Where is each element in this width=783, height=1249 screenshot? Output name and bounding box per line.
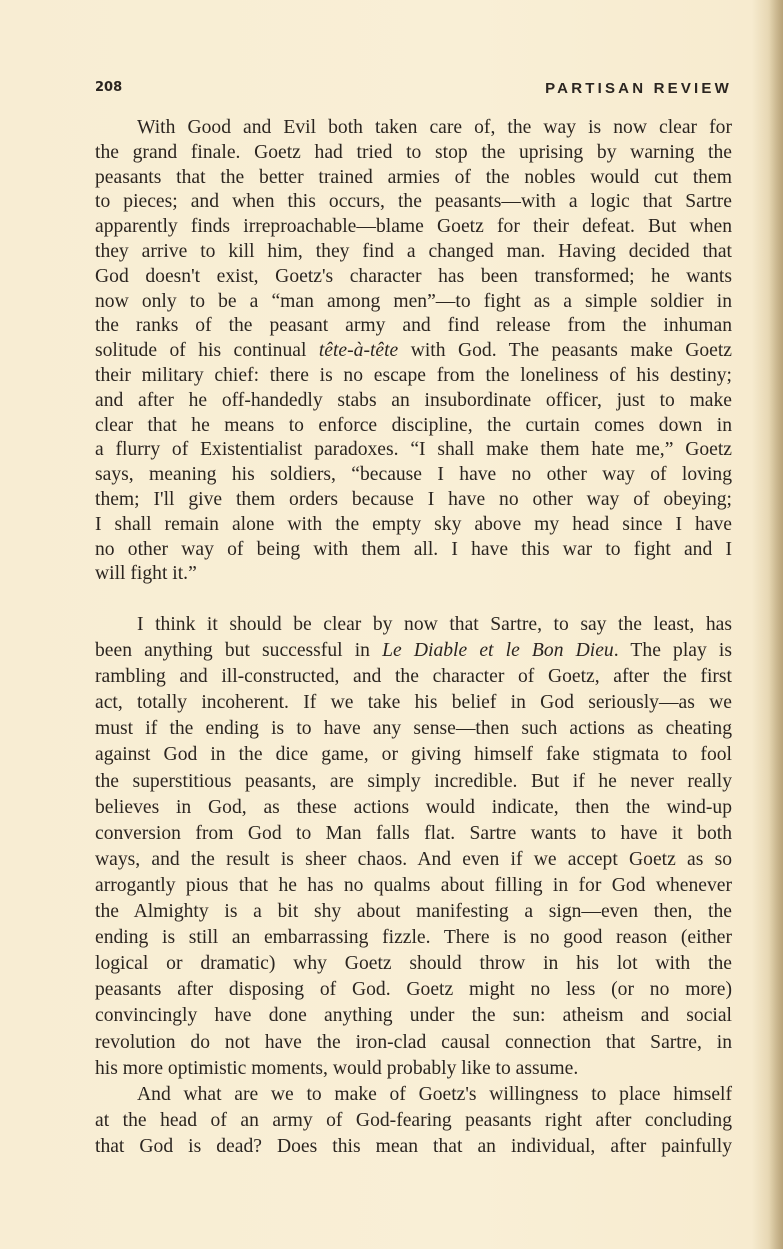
journal-title: PARTISAN REVIEW — [545, 80, 732, 97]
text-segment: solitude of his continual — [95, 340, 319, 362]
text-line: arrogantly pious that he has no qualms about filling in for God whenever — [95, 874, 732, 896]
text-segment: with God. The peasants make Goetz — [398, 340, 732, 362]
page-number: 208 — [95, 80, 123, 95]
text-line: now only to be a “man among men”—to fight as a simple soldier in — [95, 290, 732, 312]
text-line: the Almighty is a bit shy about manifesting a sign—even then, the — [95, 901, 732, 923]
text-line: the superstitious peasants, are simply incredible. But if he never really — [95, 770, 732, 792]
paragraph — [95, 116, 732, 587]
text-line: their military chief: there is no escape from the loneliness of his destiny; — [95, 364, 732, 386]
text-line: the ranks of the peasant army and find release from the inhuman — [95, 315, 732, 337]
text-line: says, meaning his soldiers, “because I have no other way of loving — [95, 464, 732, 486]
running-header — [95, 80, 732, 102]
text-line: that God is dead? Does this mean that an individual, after painfully — [95, 1136, 732, 1158]
text-line — [95, 339, 732, 364]
text-line: I think it should be clear by now that Sartre, to say the least, has — [137, 614, 732, 635]
text-line: convincingly have done anything under the sun: atheism and social — [95, 1005, 732, 1027]
text-line — [95, 638, 732, 664]
italic-title: tête-à-tête — [318, 340, 399, 362]
page-edge-shadow — [769, 0, 783, 1249]
text-line: clear that he means to enforce discipline, the curtain comes down in — [95, 414, 732, 436]
text-line: must if the ending is to have any sense—then such actions as cheating — [95, 718, 732, 740]
text-line: no other way of being with them all. I have this war to fight and I — [95, 538, 732, 560]
text-line: against God in the dice game, or giving himself fake stigmata to fool — [95, 744, 732, 766]
text-line: I shall remain alone with the empty sky above my head since I have — [95, 513, 732, 535]
text-line: they arrive to kill him, they find a changed man. Having decided that — [95, 240, 732, 262]
text-line: ways, and the result is sheer chaos. And even if we accept Goetz as so — [95, 848, 732, 870]
text-line: believes in God, as these actions would indicate, then the wind-up — [95, 796, 732, 818]
text-line: With Good and Evil both taken care of, the way is now clear for — [137, 117, 732, 138]
italic-title: Le Diable et le Bon Dieu — [382, 640, 614, 662]
text-line: and after he off-handedly stabs an insubordinate officer, just to make — [95, 389, 732, 411]
text-line: conversion from God to Man falls flat. Sartre wants to have it both — [95, 822, 732, 844]
text-line: the grand finale. Goetz had tried to stop the uprising by warning the — [95, 141, 732, 163]
text-line: act, totally incoherent. If we take his belief in God seriously—as we — [95, 692, 732, 714]
text-line: them; I'll give them orders because I have no other way of obeying; — [95, 488, 732, 510]
text-segment: been anything but successful in — [95, 640, 383, 662]
text-line: to pieces; and when this occurs, the peasants—with a logic that Sartre — [95, 191, 732, 213]
text-line: logical or dramatic) why Goetz should throw in his lot with the — [95, 953, 732, 975]
text-line: peasants after disposing of God. Goetz might no less (or no more) — [95, 979, 732, 1001]
text-line: peasants that the better trained armies of the nobles would cut them — [95, 166, 732, 188]
paragraph — [95, 1082, 732, 1160]
text-line: his more optimistic moments, would probably like to assume. — [95, 1057, 579, 1079]
text-line: rambling and ill-constructed, and the character of Goetz, after the first — [95, 666, 732, 688]
text-line: ending is still an embarrassing fizzle. There is no good reason (either — [95, 927, 732, 949]
text-line: And what are we to make of Goetz's willingness to place himself — [137, 1084, 732, 1105]
text-line: God doesn't exist, Goetz's character has been transformed; he wants — [95, 265, 732, 287]
text-line: at the head of an army of God-fearing peasants right after concluding — [95, 1110, 732, 1132]
text-line: will fight it.” — [95, 563, 197, 585]
text-line: apparently finds irreproachable—blame Goetz for their defeat. But when — [95, 216, 732, 238]
paragraph — [95, 612, 732, 1082]
text-line: revolution do not have the iron-clad causal connection that Sartre, in — [95, 1031, 732, 1053]
text-segment: . The play is — [613, 640, 732, 662]
text-line: a flurry of Existentialist paradoxes. “I shall make them hate me,” Goetz — [95, 439, 732, 461]
